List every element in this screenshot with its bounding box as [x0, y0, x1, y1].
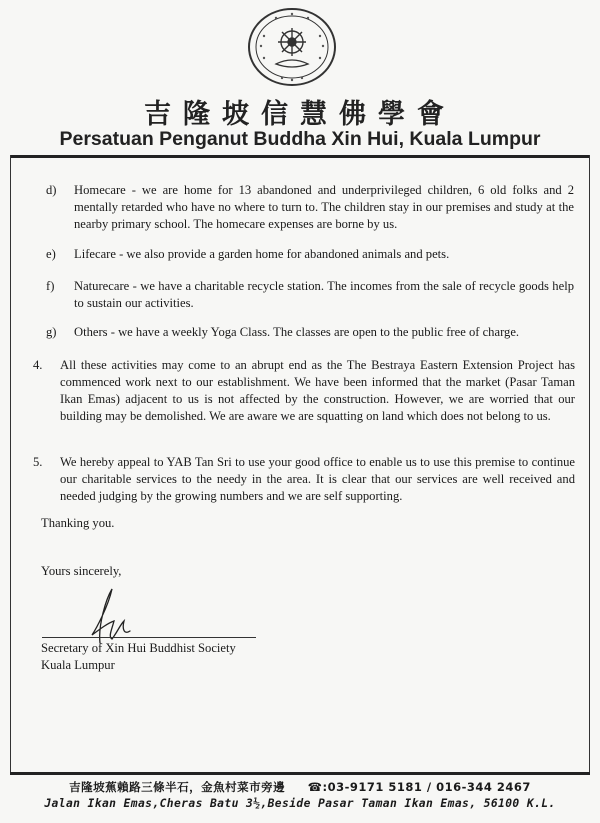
signature-line: [42, 637, 256, 638]
handwritten-signature: [78, 585, 148, 645]
footer-address-chinese: 吉隆坡蕉賴路三條半石，金魚村菜市旁邊: [69, 780, 286, 794]
list-item-marker: g): [46, 325, 57, 339]
list-item-text: Naturecare - we have a charitable recycle station. The incomes from the sale of recycle goods help to sustain our activities.: [74, 279, 574, 310]
footer-address-chinese-row: [0, 779, 600, 795]
signatory-title: Secretary of Xin Hui Buddhist Society: [41, 641, 236, 655]
header-rule: [10, 155, 590, 158]
letterhead-english-name: Persatuan Penganut Buddha Xin Hui, Kuala Lumpur: [59, 128, 541, 150]
footer-address-english: Jalan Ikan Emas,Cheras Batu 3½,Beside Pasar Taman Ikan Emas, 56100 K.L.: [44, 797, 556, 810]
society-seal-logo: [246, 6, 338, 88]
paragraph-number: 4.: [33, 358, 43, 372]
list-item-text: Others - we have a weekly Yoga Class. The classes are open to the public free of charge.: [74, 325, 520, 339]
paragraph-text: All these activities may come to an abrupt end as the The Bestraya Eastern Extension Project has commenced work next to our establishment. We have been informed that the market (Pasar Taman Ikan Emas) adjacent to us is not affected by the construction. However, we are worried that our building may be demolished. We are aware we are squatting on land which does not belong to us.: [60, 358, 575, 423]
list-item-marker: e): [46, 247, 56, 261]
footer-rule: [10, 772, 590, 775]
signatory-location: Kuala Lumpur: [41, 658, 115, 672]
list-item-marker: f): [46, 279, 55, 293]
frame-right-border: [589, 155, 590, 775]
list-item-text: Lifecare - we also provide a garden home for abandoned animals and pets.: [74, 247, 450, 261]
paragraph-text: We hereby appeal to YAB Tan Sri to use your good office to enable us to use this premise to continue our charitable services to the needy in the area. It is clear that our services are well received and needed judging by the growing numbers and we are self supporting.: [60, 455, 575, 503]
closing-thanks: Thanking you.: [41, 516, 115, 530]
paragraph-number: 5.: [33, 455, 43, 469]
list-item-text: Homecare - we are home for 13 abandoned and underprivileged children, 6 old folks and 2 mentally retarded who have no where to turn to. The children stay in our premises and study at the nearby primary school. The homecare expenses are borne by us.: [74, 183, 574, 231]
footer-phone: ☎:03-9171 5181 / 016-344 2467: [307, 780, 531, 794]
letterhead-chinese-name: 吉隆坡信慧佛學會: [144, 99, 456, 130]
closing-salutation: Yours sincerely,: [41, 564, 122, 578]
list-item-marker: d): [46, 183, 57, 197]
frame-left-border: [10, 155, 11, 775]
